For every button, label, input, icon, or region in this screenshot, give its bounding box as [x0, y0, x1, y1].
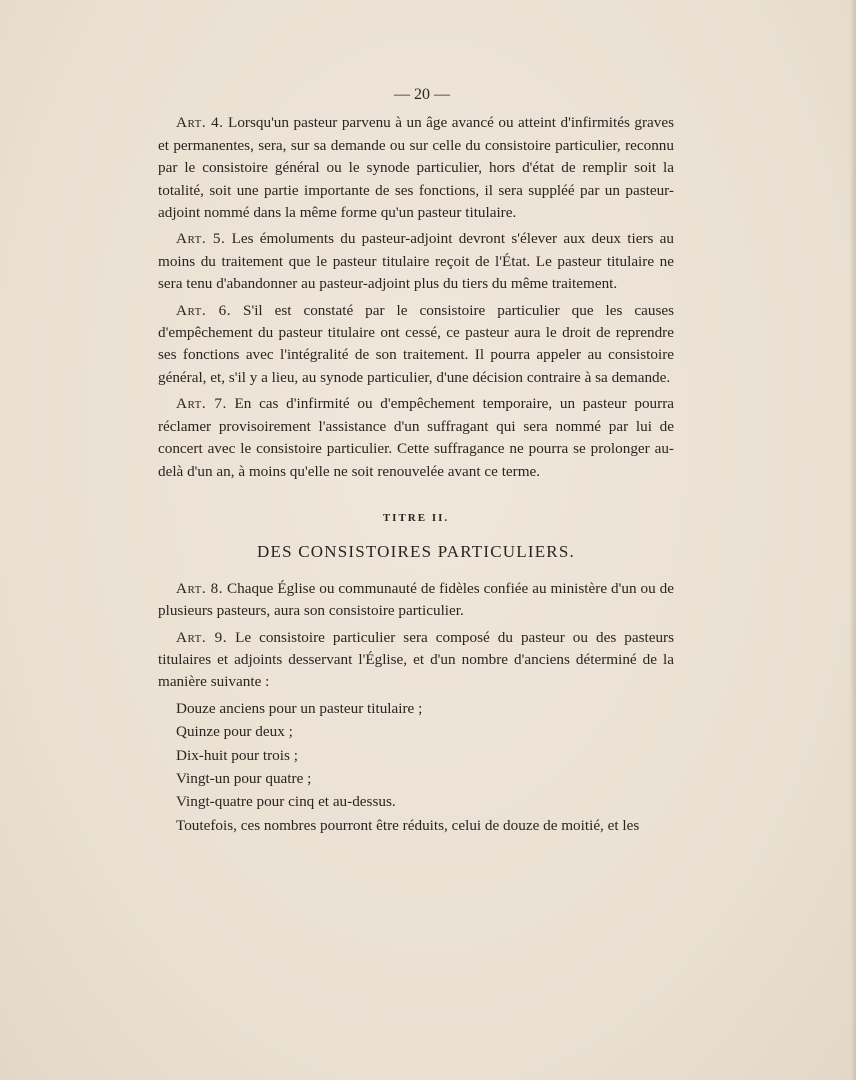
article-label: Art. 5. [176, 230, 226, 248]
article-text: Le consistoire particulier sera composé du pasteur ou des pasteurs titulaires et adjoints desservant l'Église, et d'un nombre d'anciens déterminé de la manière suivante : [158, 628, 675, 691]
list-item: Douze anciens pour un pasteur titulaire ; [176, 699, 423, 717]
article-label: Art. 7. [176, 395, 227, 413]
article-text: Lorsqu'un pasteur parvenu à un âge avancé ou atteint d'infirmités graves et permanentes, sera, sur sa demande ou sur celle du consistoire particulier, reconnu par le consistoire général ou le synode particulier, hors d'état de remplir soit la totalité, soit une partie importante de ses fonctions, il sera suppléé par un pasteur-adjoint nommé dans la même forme qu'un pasteur titulaire. [158, 114, 674, 222]
page-number: — 20 — [394, 86, 450, 103]
article-8 [158, 578, 674, 623]
article-text: En cas d'infirmité ou d'empêchement temporaire, un pasteur pourra réclamer provisoirement l'assistance d'un suffragant qui sera nommé par lui de concert avec le consistoire particulier. Cette suffragance ne pourra se prolonger au-delà d'un an, à moins qu'elle ne soit renouvelée avant ce terme. [158, 395, 675, 480]
continuation-line: Toutefois, ces nombres pourront être réduits, celui de douze de moitié, et les [176, 816, 640, 834]
article-7 [158, 393, 674, 483]
article-label: Art. 8. [176, 579, 224, 597]
list-item: Vingt-un pour quatre ; [176, 769, 312, 787]
document-body [158, 84, 674, 841]
list-item: Quinze pour deux ; [176, 723, 293, 741]
article-label: Art. 4. [176, 114, 224, 132]
list-item: Vingt-quatre pour cinq et au-dessus. [176, 793, 396, 811]
article-5 [158, 228, 674, 295]
page-edge [850, 0, 856, 1080]
article-6 [158, 300, 674, 390]
article-text: Chaque Église ou communauté de fidèles confiée au ministère d'un ou de plusieurs pasteurs, aura son consistoire particulier. [158, 579, 674, 620]
article-label: Art. 9. [176, 628, 228, 646]
article-4 [158, 112, 674, 224]
article-text: Les émoluments du pasteur-adjoint devront s'élever aux deux tiers au moins du traitement que le pasteur titulaire reçoit de l'État. Le pasteur titulaire ne sera tenu d'abandonner au pasteur-adjoint plus du tiers du même traitement. [158, 230, 675, 293]
list-item: Dix-huit pour trois ; [176, 746, 298, 764]
section-heading: DES CONSISTOIRES PARTICULIERS. [257, 542, 575, 562]
section-label: TITRE II. [382, 511, 450, 524]
article-label: Art. 6. [176, 301, 232, 319]
article-9 [158, 627, 674, 694]
article-text: S'il est constaté par le consistoire particulier que les causes d'empêchement du pasteur titulaire ont cessé, ce pasteur aura le droit de reprendre ses fonctions avec l'intégralité de son traitement. Il pourra appeler au consistoire général, et, s'il y a lieu, au synode particulier, d'une décision contraire à sa demande. [158, 301, 675, 386]
